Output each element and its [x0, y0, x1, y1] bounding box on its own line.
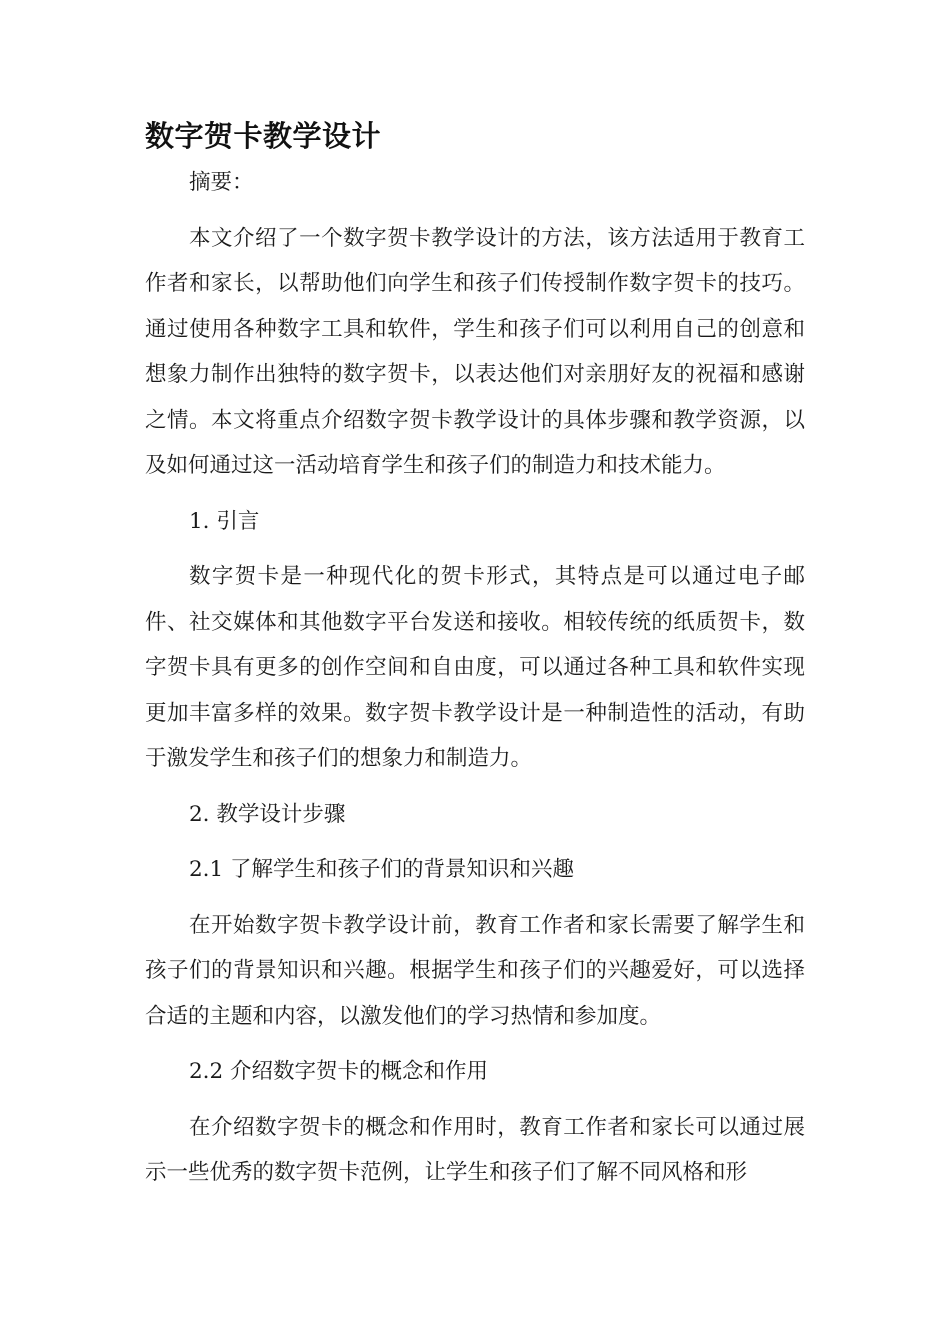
document-body — [145, 160, 805, 1196]
section-heading-introduction: 1. 引言 — [189, 508, 260, 534]
introduction-paragraph: 数字贺卡是一种现代化的贺卡形式，其特点是可以通过电子邮件、社交媒体和其他数字平台发送和接收。相较传统的纸质贺卡，数字贺卡具有更多的创作空间和自由度，可以通过各种工具和软件实现更加丰富多样的效果。数字贺卡教学设计是一种制造性的活动，有助于激发学生和孩子们的想象力和制造力。 — [145, 564, 805, 771]
subsection-heading-2-2: 2.2 介绍数字贺卡的概念和作用 — [189, 1059, 489, 1084]
subsection-2-1-paragraph: 在开始数字贺卡教学设计前，教育工作者和家长需要了解学生和孩子们的背景知识和兴趣。根据学生和孩子们的兴趣爱好，可以选择合适的主题和内容，以激发他们的学习热情和参加度。 — [145, 912, 805, 1029]
section-heading-design-steps: 2. 教学设计步骤 — [189, 801, 346, 827]
subsection-heading-2-1: 2.1 了解学生和孩子们的背景知识和兴趣 — [189, 857, 575, 882]
subsection-2-2-paragraph: 在介绍数字贺卡的概念和作用时，教育工作者和家长可以通过展示一些优秀的数字贺卡范例，让学生和孩子们了解不同风格和形 — [145, 1114, 805, 1185]
abstract-label: 摘要： — [189, 170, 254, 195]
abstract-paragraph: 本文介绍了一个数字贺卡教学设计的方法，该方法适用于教育工作者和家长，以帮助他们向学生和孩子们传授制作数字贺卡的技巧。通过使用各种数字工具和软件，学生和孩子们可以利用自己的创意和想象力制作出独特的数字贺卡，以表达他们对亲朋好友的祝福和感谢之情。本文将重点介绍数字贺卡教学设计的具体步骤和教学资源，以及如何通过这一活动培育学生和孩子们的制造力和技术能力。 — [145, 225, 805, 478]
document-title: 数字贺卡教学设计 — [145, 119, 382, 153]
